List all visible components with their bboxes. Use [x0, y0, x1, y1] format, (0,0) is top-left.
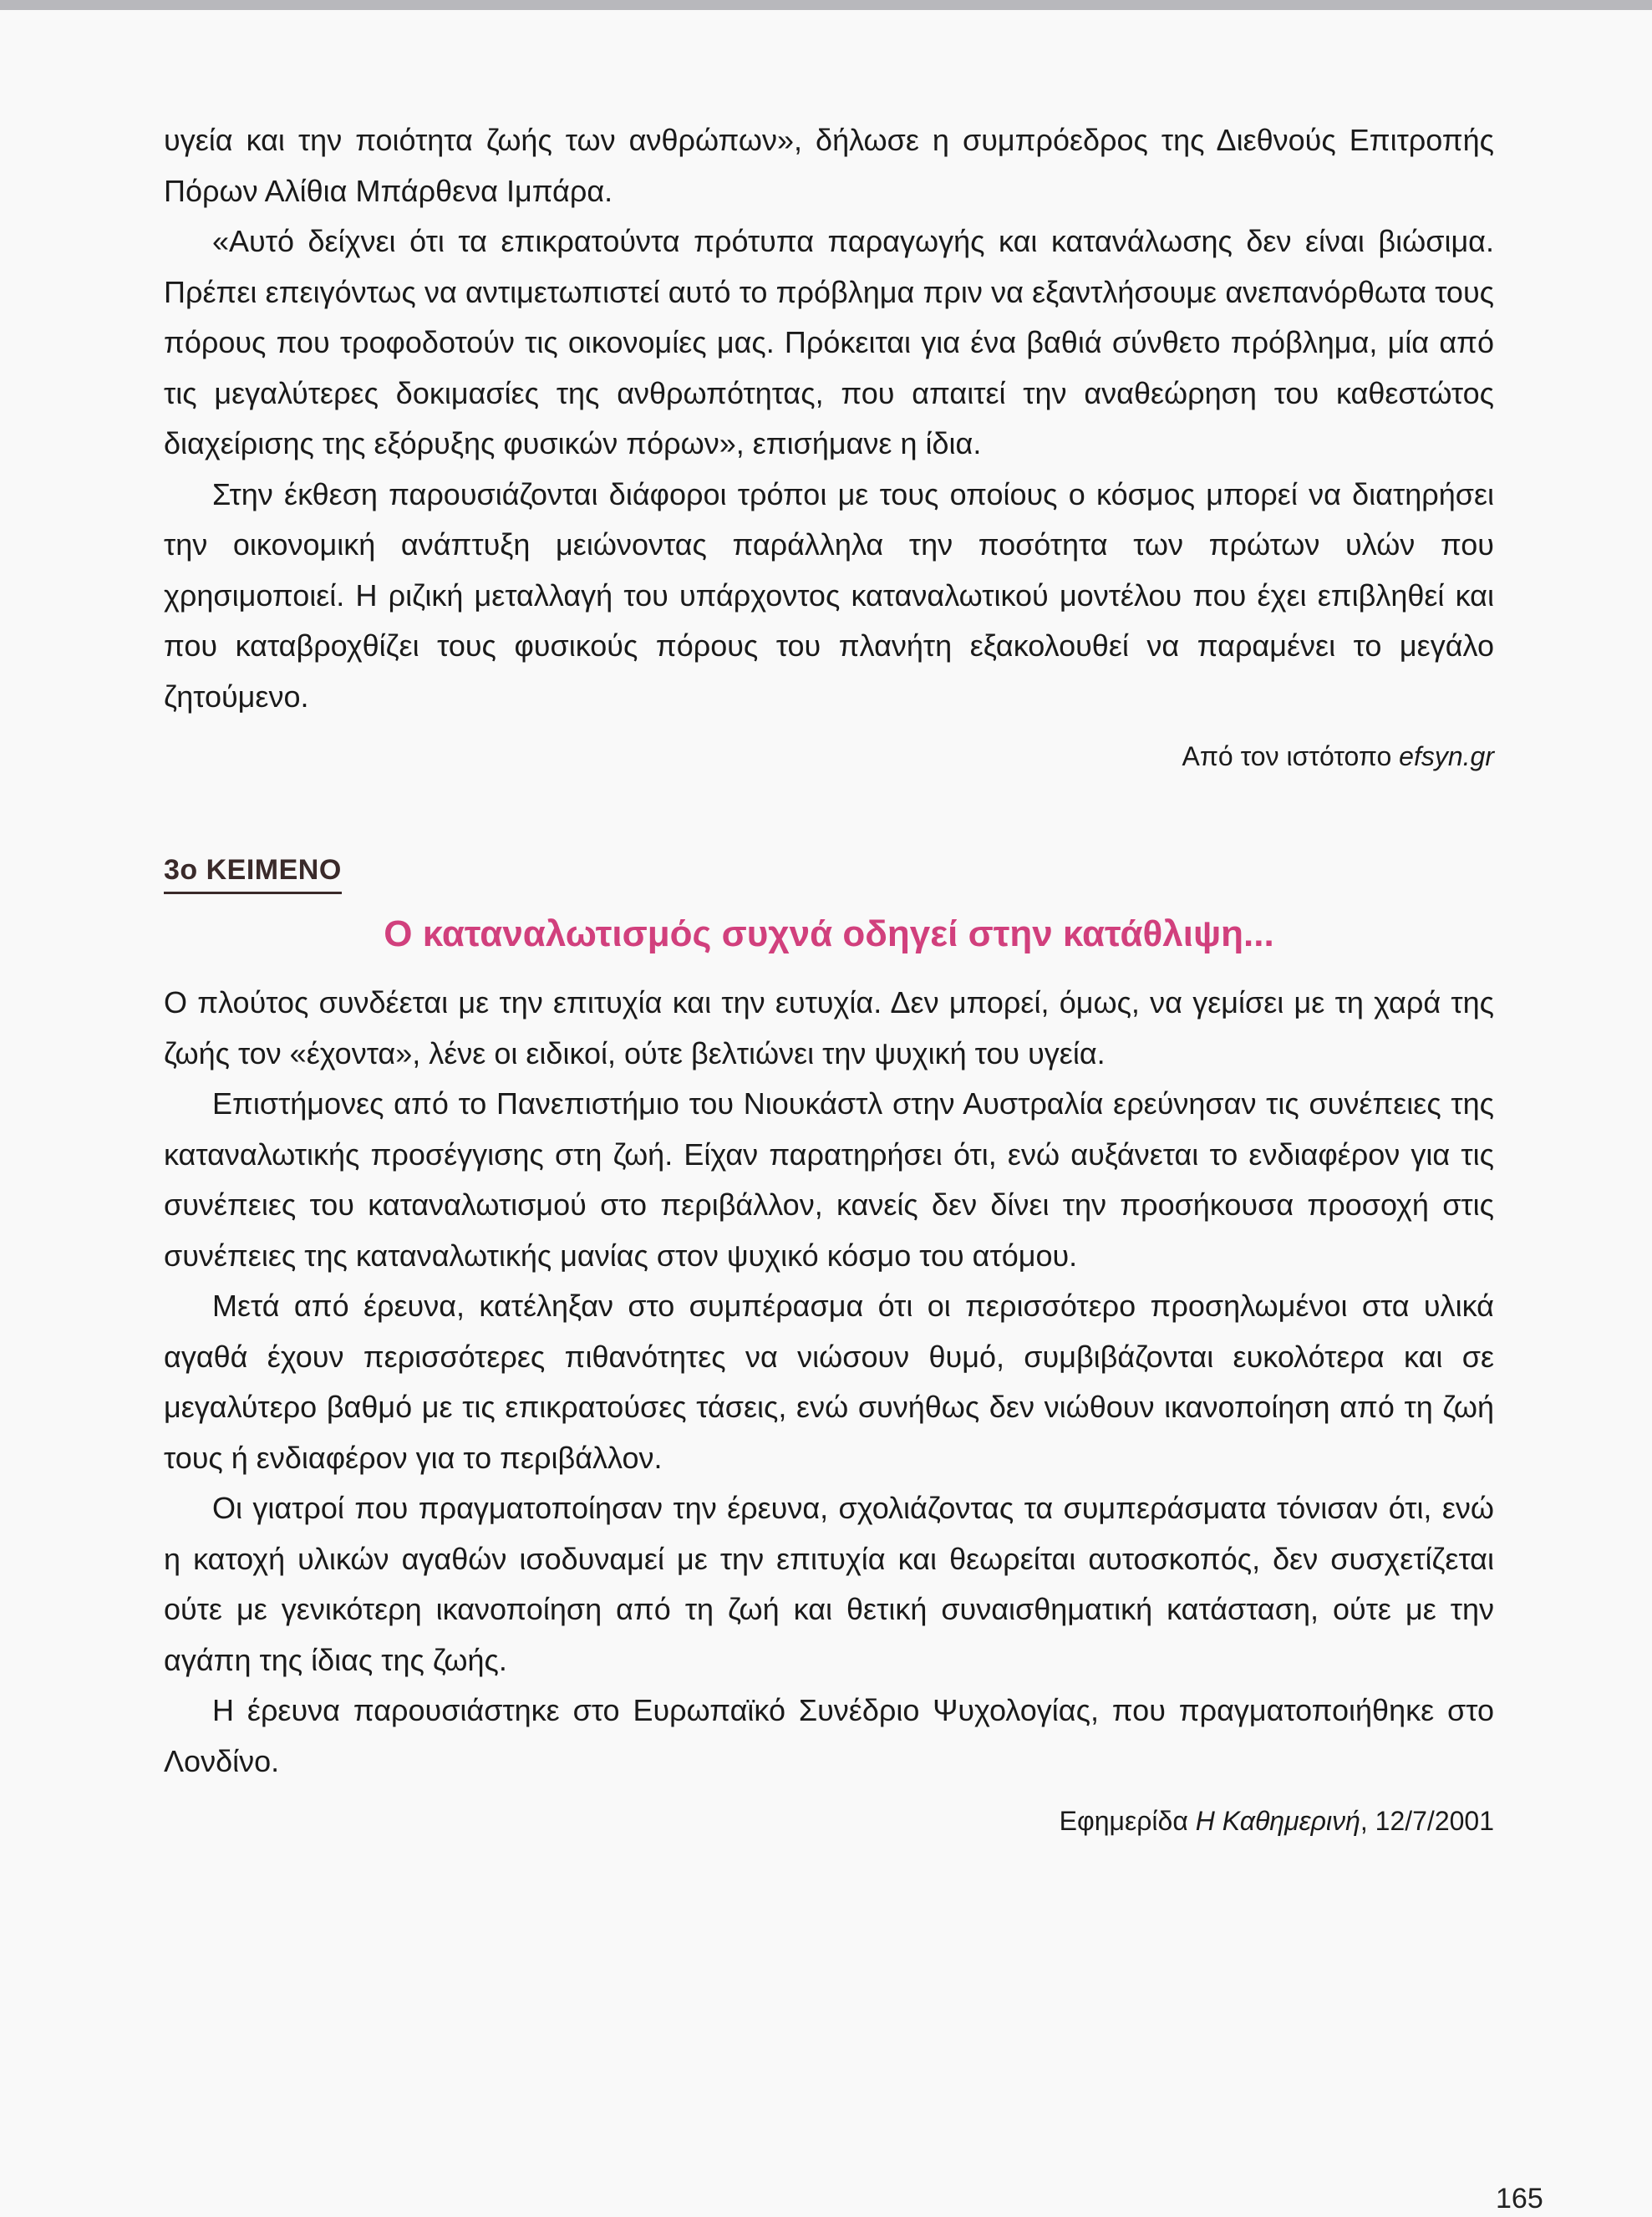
text3-source-name: Η Καθημερινή: [1195, 1806, 1360, 1836]
text1-source-name: efsyn.gr: [1399, 741, 1494, 771]
text1-source-prefix: Από τον ιστότοπο: [1182, 741, 1400, 771]
text1-paragraph-1: υγεία και την ποιότητα ζωής των ανθρώπων», δήλωσε η συμπρόεδρος της Διεθνούς Επιτροπής Πόρων Αλίθια Μπάρθενα Ιμπάρα.: [164, 123, 1494, 208]
text1-paragraph-3: Στην έκθεση παρουσιάζονται διάφοροι τρόποι με τους οποίους ο κόσμος μπορεί να διατηρήσει την οικονομική ανάπτυξη μειώνοντας παράλληλα την ποσότητα των πρώτων υλών που χρησιμοποιεί. Η ριζική μεταλλαγή του υπάρχοντος καταναλωτικού μοντέλου που έχει επιβληθεί και που καταβροχθίζει τους φυσικούς πόρους του πλανήτη εξακολουθεί να παραμένει το μεγάλο ζητούμενο.: [164, 476, 1494, 714]
text3-paragraph-4: Οι γιατροί που πραγματοποίησαν την έρευνα, σχολιάζοντας τα συμπεράσματα τόνισαν ότι, ενώ η κατοχή υλικών αγαθών ισοδυναμεί με την επιτυχία και θεωρείται αυτοσκοπός, δεν συσχετίζεται ούτε με γενικότερη ικανοποίηση από τη ζωή και θετική συναισθηματική κατάσταση, ούτε με την αγάπη της ίδιας της ζωής.: [164, 1491, 1494, 1677]
scan-top-edge: [0, 0, 1652, 10]
page-number: 165: [1496, 2183, 1543, 2214]
text1-source: [164, 735, 1494, 777]
section-label: 3ο ΚΕΙΜΕΝΟ: [164, 854, 342, 894]
text3-source: [164, 1800, 1494, 1842]
text3-source-prefix: Εφημερίδα: [1059, 1806, 1196, 1836]
section-title: Ο καταναλωτισμός συχνά οδηγεί στην κατάθλιψη...: [384, 913, 1274, 954]
text3-paragraph-3: Μετά από έρευνα, κατέληξαν στο συμπέρασμα ότι οι περισσότερο προσηλωμένοι στα υλικά αγαθά έχουν περισσότερες πιθανότητες να νιώσουν θυμό, συμβιβάζονται ευκολότερα και σε μεγαλύτερο βαθμό με τις επικρατούσες τάσεις, ενώ συνήθως δεν νιώθουν ικανοποίηση από τη ζωή τους ή ενδιαφέρον για το περιβάλλον.: [164, 1289, 1494, 1475]
section-label-wrapper: [164, 777, 1494, 894]
text3-paragraph-5: Η έρευνα παρουσιάστηκε στο Ευρωπαϊκό Συνέδριο Ψυχολογίας, που πραγματοποιήθηκε στο Λονδίνο.: [164, 1693, 1494, 1778]
document-page: [164, 115, 1494, 1842]
text3-source-suffix: , 12/7/2001: [1360, 1806, 1494, 1836]
text3-paragraph-1: Ο πλούτος συνδέεται με την επιτυχία και την ευτυχία. Δεν μπορεί, όμως, να γεμίσει με τη χαρά της ζωής τον «έχοντα», λένε οι ειδικοί, ούτε βελτιώνει την ψυχική του υγεία.: [164, 985, 1494, 1070]
text3-paragraph-2: Επιστήμονες από το Πανεπιστήμιο του Νιουκάστλ στην Αυστραλία ερεύνησαν τις συνέπειες της καταναλωτικής προσέγγισης στη ζωή. Είχαν παρατηρήσει ότι, ενώ αυξάνεται το ενδιαφέρον για τις συνέπειες του καταναλωτισμού στο περιβάλλον, κανείς δεν δίνει την προσήκουσα προσοχή στις συνέπειες της καταναλωτικής μανίας στον ψυχικό κόσμο του ατόμου.: [164, 1086, 1494, 1273]
text1-paragraph-2: «Αυτό δείχνει ότι τα επικρατούντα πρότυπα παραγωγής και κατανάλωσης δεν είναι βιώσιμα. Πρέπει επειγόντως να αντιμετωπιστεί αυτό το πρόβλημα πριν να εξαντλήσουμε ανεπανόρθωτα τους πόρους που τροφοδοτούν τις οικονομίες μας. Πρόκειται για ένα βαθιά σύνθετο πρόβλημα, μία από τις μεγαλύτερες δοκιμασίες της ανθρωπότητας, που απαιτεί την αναθεώρηση του καθεστώτος διαχείρισης της εξόρυξης φυσικών πόρων», επισήμανε η ίδια.: [164, 224, 1494, 460]
